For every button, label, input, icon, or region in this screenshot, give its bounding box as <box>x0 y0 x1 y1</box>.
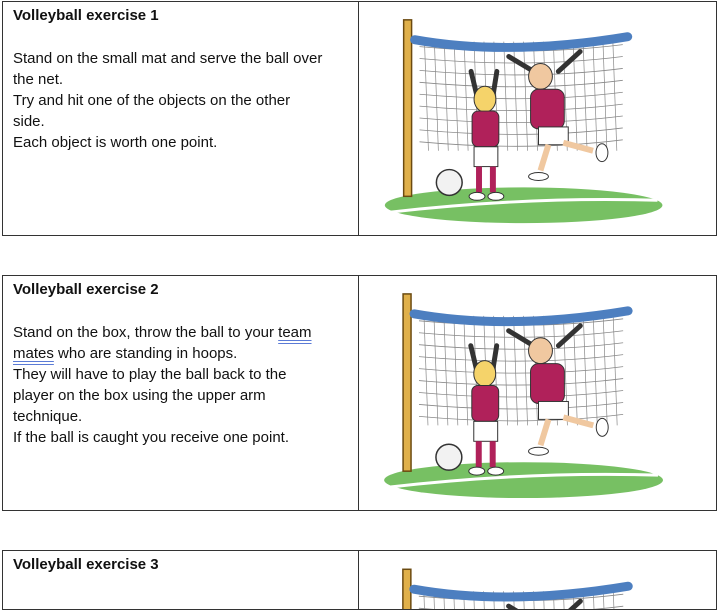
exercise-line: the net. <box>13 71 64 88</box>
spellcheck-underlined-word: mates <box>13 345 54 362</box>
exercise-line: mates who are standing in hoops. <box>13 345 238 362</box>
exercise-line: Each object is worth one point. <box>13 134 218 151</box>
exercise-line: player on the box using the upper arm <box>13 387 266 404</box>
exercise-line: technique. <box>13 408 83 425</box>
spellcheck-underlined-word: team <box>278 324 312 341</box>
exercise-text-3 <box>3 551 359 609</box>
exercise-line: Stand on the small mat and serve the ball over <box>13 50 323 67</box>
exercise-line: Try and hit one of the objects on the other <box>13 92 291 109</box>
exercise-card-1 <box>2 1 717 236</box>
exercise-line: Stand on the box, throw the ball to your team <box>13 324 312 341</box>
exercise-title-2: Volleyball exercise 2 <box>13 281 159 298</box>
volleyball-cartoon-1 <box>359 2 716 235</box>
exercise-title-1: Volleyball exercise 1 <box>13 7 159 24</box>
exercise-card-2 <box>2 275 717 511</box>
exercise-card-3 <box>2 550 717 610</box>
exercise-text-1 <box>3 2 359 235</box>
exercise-line: They will have to play the ball back to the <box>13 366 287 383</box>
exercise-line: side. <box>13 113 45 130</box>
exercise-title-3: Volleyball exercise 3 <box>13 556 159 573</box>
exercise-line: If the ball is caught you receive one point. <box>13 429 290 446</box>
volleyball-cartoon-2 <box>359 276 716 510</box>
exercise-text-2 <box>3 276 359 510</box>
volleyball-cartoon-3 <box>359 551 716 609</box>
